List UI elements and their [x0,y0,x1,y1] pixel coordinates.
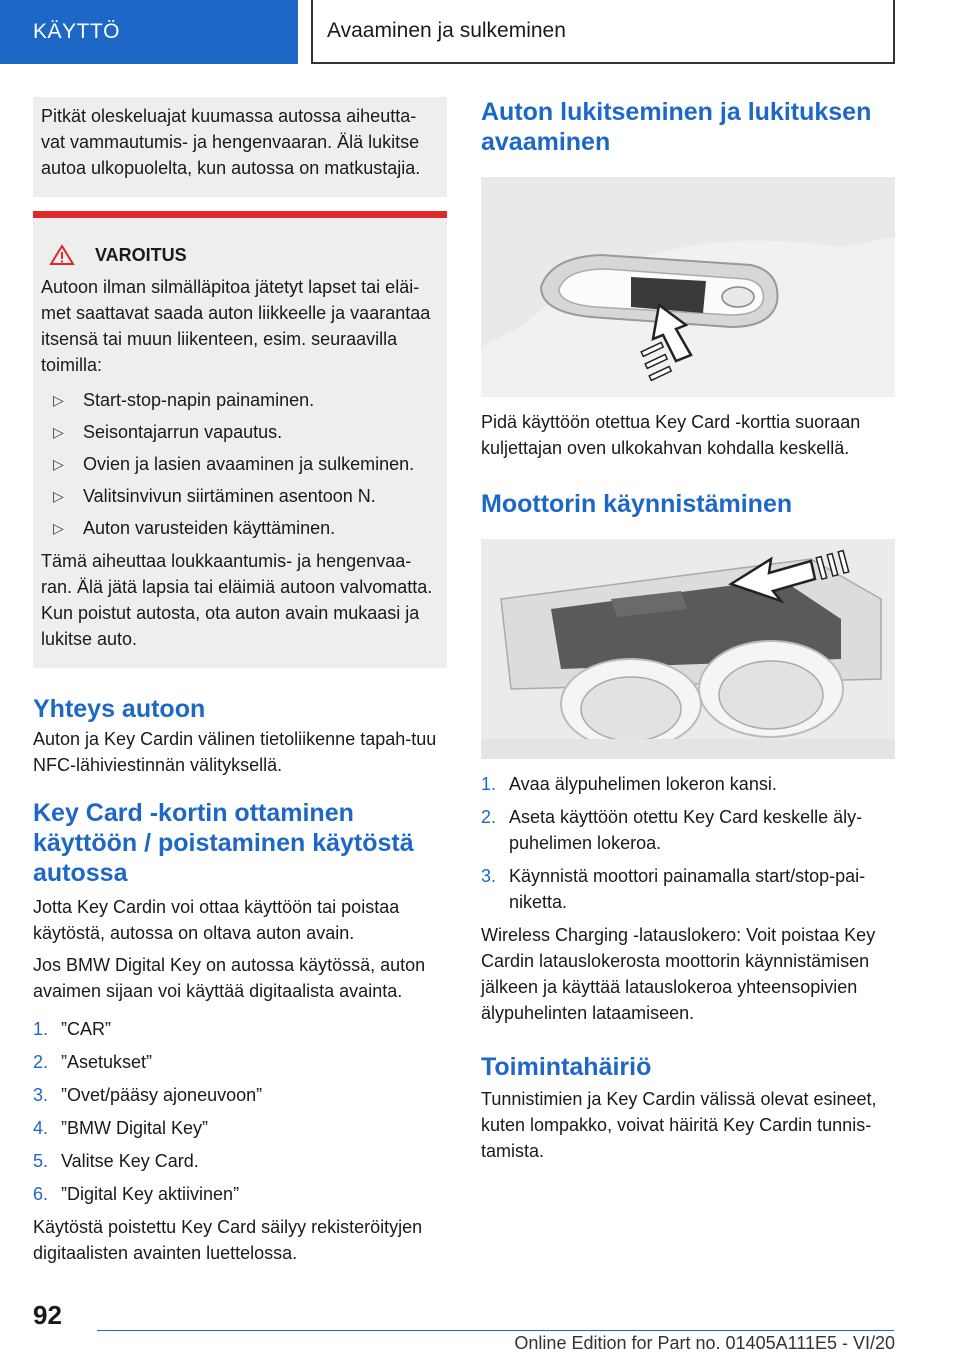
locking-caption: Pidä käyttöön otettua Key Card -korttia suoraan kuljettajan oven ulkokahvan kohdalla keskellä. [481,412,861,458]
warning-box [33,218,447,668]
list-item: 5. Valitse Key Card. [33,1151,199,1171]
triangle-bullet-icon: ▷ [53,392,64,408]
triangle-bullet-icon: ▷ [53,488,64,504]
warning-heading [41,242,439,268]
edition-text: Online Edition for Part no. 01405A111E5 - VI/20 [514,1333,895,1353]
chapter-header [311,0,895,64]
starting-heading: Moottorin käynnistäminen [481,490,793,518]
wireless-charging-text: Wireless Charging -latauslokero: Voit poistaa Key Cardin latauslokerosta moottorin käynnistämisen jälkeen ja käyttää latauslokeroa yhteensopivien älypuhelinten lataamiseen. [481,925,876,1023]
door-handle-illustration [481,177,895,397]
malfunction-text: Tunnistimien ja Key Cardin välissä olevat esineet, kuten lompakko, voivat häiritä Key Cardin tunnis-tamista. [481,1089,877,1161]
list-item: 6. ”Digital Key aktiivinen” [33,1184,240,1204]
list-item: 3. ”Ovet/pääsy ajoneuvoon” [33,1085,263,1105]
chapter-title: Avaaminen ja sulkeminen [327,19,566,42]
connection-text: Auton ja Key Cardin välinen tietoliikenne tapah-tuu NFC-lähiviestinnän välityksellä. [33,729,437,775]
warning-intro: Autoon ilman silmälläpitoa jätetyt lapset tai eläi-met saattavat saada auton liikkeelle ja vaarantaa itsensä tai muun liikenteen, esim. seuraavilla toimilla: [41,277,431,375]
keycard-paragraph-3: Käytöstä poistettu Key Card säilyy rekisteröityjen digitaalisten avainten luettelossa. [33,1217,423,1263]
list-item: ▷ Auton varusteiden käyttäminen. [41,512,439,544]
list-item: ▷ Ovien ja lasien avaaminen ja sulkeminen. [41,448,439,480]
keycard-paragraph-1: Jotta Key Cardin voi ottaa käyttöön tai poistaa käytöstä, autossa on oltava auton avain. [33,897,400,943]
warning-triangle-icon [49,244,75,266]
heat-warning-box [33,97,447,197]
list-item: ▷ Seisontajarrun vapautus. [41,416,439,448]
list-item: 1. ”CAR” [33,1019,111,1039]
right-column [481,97,895,1164]
keycard-heading: Key Card -kortin ottaminen käyttöön / poistaminen käytöstä autossa [33,799,414,887]
warning-list [41,384,439,544]
triangle-bullet-icon: ▷ [53,520,64,536]
warning-outro: Tämä aiheuttaa loukkaantumis- ja hengenvaa-ran. Älä jätä lapsia tai eläimiä autoon valvomatta. Kun poistut autosta, ota auton avain mukaasi ja lukitse auto. [41,551,433,649]
list-item: ▷ Valitsinvivun siirtäminen asentoon N. [41,480,439,512]
keycard-paragraph-2: Jos BMW Digital Key on autossa käytössä, auton avaimen sijaan voi käyttää digitaalista avainta. [33,955,426,1001]
list-item: 1. Avaa älypuhelimen lokeron kansi. [481,774,777,794]
malfunction-heading: Toimintahäiriö [481,1053,652,1081]
warning-bar [33,211,447,218]
page-number: 92 [33,1300,62,1330]
left-column [33,97,447,1266]
section-title: KÄYTTÖ [33,20,121,43]
section-tab [0,0,298,64]
keycard-steps [33,1016,447,1207]
starting-steps [481,771,895,915]
locking-heading: Auton lukitseminen ja lukituksen avaaminen [481,98,872,156]
list-item: 2. Aseta käyttöön otettu Key Card keskelle äly-puhelimen lokeroa. [481,807,863,853]
warning-title: VAROITUS [95,245,187,265]
heat-warning-text: Pitkät oleskeluajat kuumassa autossa aiheutta-vat vammautumis- ja hengenvaaran. Älä lukitse autoa ulkopuolelta, kun autossa on matkustajia. [41,106,421,178]
list-item: 2. ”Asetukset” [33,1052,153,1072]
list-item: 4. ”BMW Digital Key” [33,1118,209,1138]
list-item: ▷ Start-stop-napin painaminen. [41,384,439,416]
footer-divider [97,1330,894,1331]
list-item: 3. Käynnistä moottori painamalla start/stop-pai-niketta. [481,866,866,912]
triangle-bullet-icon: ▷ [53,456,64,472]
connection-heading: Yhteys autoon [33,695,206,723]
triangle-bullet-icon: ▷ [53,424,64,440]
phone-tray-illustration [481,539,895,759]
